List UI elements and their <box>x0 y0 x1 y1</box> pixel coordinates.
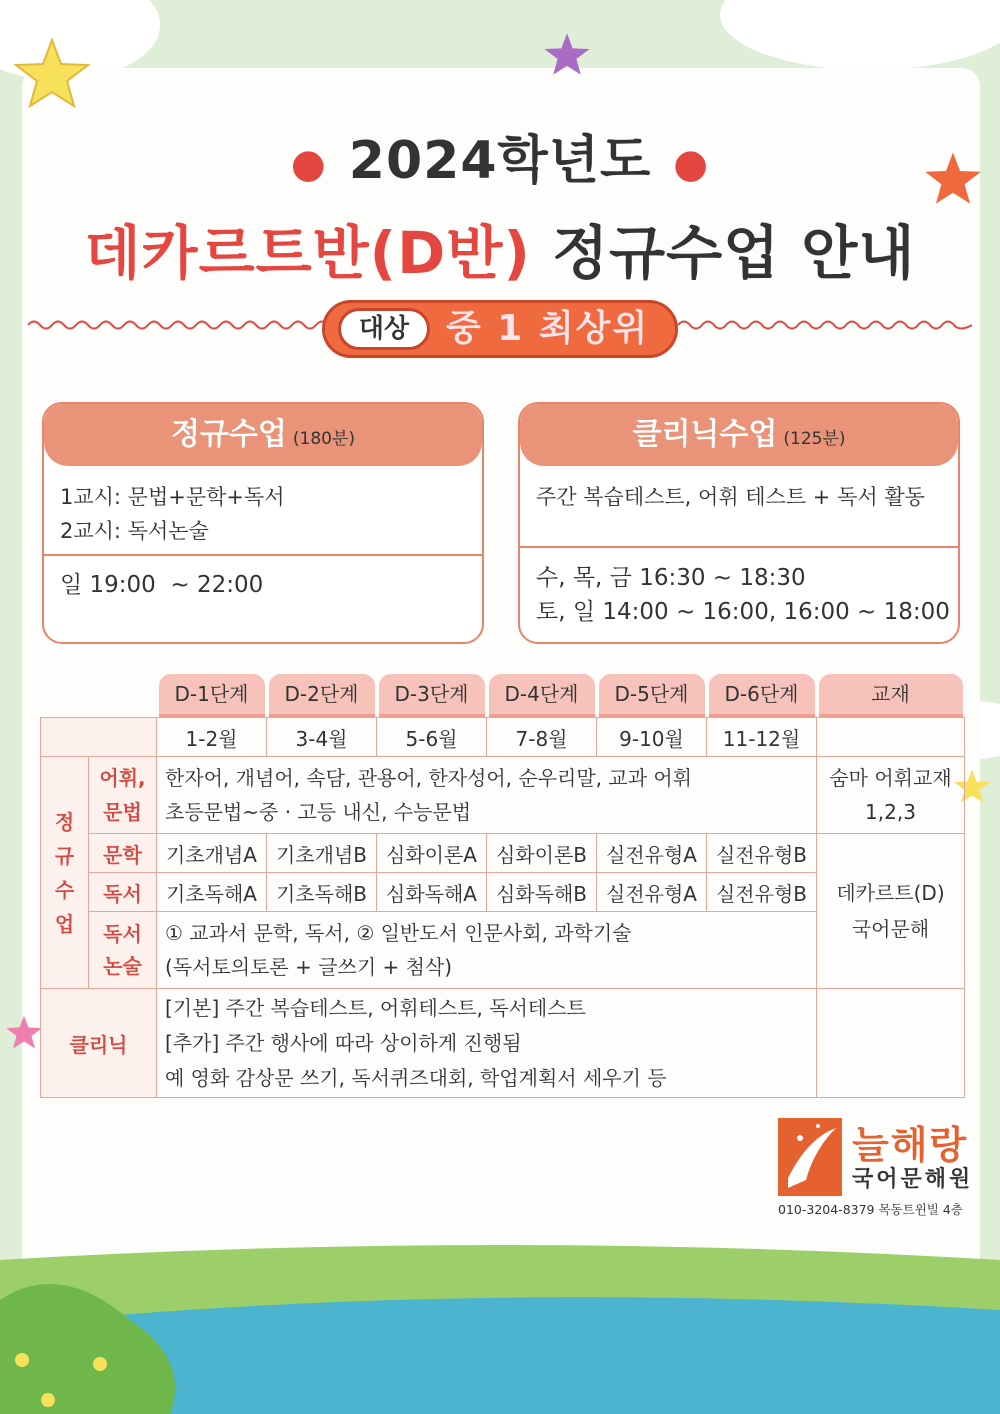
literature-cell: 실전유형A <box>597 834 707 873</box>
month-cell: 3-4월 <box>267 718 377 757</box>
cloud-decoration <box>720 0 1000 70</box>
star-icon <box>4 1012 44 1052</box>
clinic-line-2: [추가] 주간 행사에 따라 상이하게 진행됨 <box>165 1030 522 1055</box>
essay-line-1: ① 교과서 문학, 독서, ② 일반도서 인문사회, 과학기술 <box>165 921 632 945</box>
month-cell: 1-2월 <box>157 718 267 757</box>
clinic-label: 클리닉 <box>41 989 157 1098</box>
textbook-header: 교재 <box>817 674 965 718</box>
month-row <box>41 718 965 757</box>
essay-line-2: (독서토의토론 + 글쓰기 + 첨삭) <box>165 955 453 979</box>
clinic-time-weekday: 수, 목, 금 16:30 ~ 18:30 <box>536 565 806 591</box>
clinic-description: 주간 복습테스트, 어휘 테스트 + 독서 활동 <box>536 485 925 509</box>
shared-textbook: 데카르트(D) 국어문해 <box>817 834 965 989</box>
regular-period-2: 2교시: 독서논술 <box>60 519 209 543</box>
star-icon <box>542 30 592 78</box>
vocab-line-1: 한자어, 개념어, 속담, 관용어, 한자성어, 순우리말, 교과 어휘 <box>165 766 693 790</box>
reading-cell: 실전유형B <box>707 873 817 912</box>
clinic-class-box <box>518 402 960 644</box>
clinic-textbook <box>817 989 965 1098</box>
stage-header: D-5단계 <box>597 674 707 718</box>
stage-header: D-4단계 <box>487 674 597 718</box>
regular-class-box <box>42 402 484 644</box>
regular-group-label: 정 규 수 업 <box>41 757 89 989</box>
star-icon <box>12 38 92 108</box>
literature-cell: 기초개념A <box>157 834 267 873</box>
month-cell: 5-6월 <box>377 718 487 757</box>
regular-period-1: 1교시: 문법+문학+독서 <box>60 485 285 509</box>
target-label: 대상 <box>338 308 430 350</box>
month-cell: 7-8월 <box>487 718 597 757</box>
reading-label: 독서 <box>89 873 157 912</box>
page-title: 데카르트반(D반) 정규수업 안내 <box>84 219 916 287</box>
month-cell: 11-12월 <box>707 718 817 757</box>
literature-cell: 심화이론A <box>377 834 487 873</box>
academy-subtitle: 국어문해원 <box>852 1167 974 1192</box>
target-value: 중 1 최상위 <box>446 308 650 349</box>
vocab-row <box>41 757 965 834</box>
stage-header: D-1단계 <box>157 674 267 718</box>
reading-cell: 심화독해A <box>377 873 487 912</box>
literature-cell: 실전유형B <box>707 834 817 873</box>
divider <box>44 554 482 556</box>
reading-cell: 실전유형A <box>597 873 707 912</box>
regular-class-header: 정규수업 (180분) <box>44 404 482 466</box>
month-cell: 9-10월 <box>597 718 707 757</box>
clinic-class-header: 클리닉수업 (125분) <box>520 404 958 466</box>
reading-cell: 심화독해B <box>487 873 597 912</box>
stage-header: D-6단계 <box>707 674 817 718</box>
stage-header-row <box>41 674 965 718</box>
vocab-textbook: 숨마 어휘교재 1,2,3 <box>817 757 965 834</box>
month-cell <box>817 718 965 757</box>
pond-illustration <box>0 1240 1000 1414</box>
academy-name: 늘해랑 <box>852 1123 969 1167</box>
vocab-line-2: 초등문법~중 · 고등 내신, 수능문법 <box>165 800 472 824</box>
regular-time: 일 19:00 ~ 22:00 <box>60 572 264 598</box>
essay-content <box>157 912 817 989</box>
stage-header: D-2단계 <box>267 674 377 718</box>
corner-cell <box>41 718 157 757</box>
academy-contact: 010-3204-8379 목동트윈빌 4층 <box>778 1202 963 1217</box>
essay-label: 독서 논술 <box>89 912 157 989</box>
schedule-table <box>40 674 965 1098</box>
clinic-row <box>41 989 965 1098</box>
literature-row <box>41 834 965 873</box>
literature-cell: 심화이론B <box>487 834 597 873</box>
clinic-content <box>157 989 817 1098</box>
clinic-line-3: 예 영화 감상문 쓰기, 독서퀴즈대회, 학업계획서 세우기 등 <box>165 1065 667 1090</box>
reading-cell: 기초독해A <box>157 873 267 912</box>
divider <box>520 546 958 548</box>
page-title-year: ● 2024학년도 ● <box>290 131 710 191</box>
vocab-content <box>157 757 817 834</box>
literature-label: 문학 <box>89 834 157 873</box>
academy-logo-icon <box>778 1118 842 1196</box>
stage-header: D-3단계 <box>377 674 487 718</box>
clinic-time-weekend: 토, 일 14:00 ~ 16:00, 16:00 ~ 18:00 <box>536 599 950 625</box>
reading-cell: 기초독해B <box>267 873 377 912</box>
vocab-label: 어휘, 문법 <box>89 757 157 834</box>
clinic-line-1: [기본] 주간 복습테스트, 어휘테스트, 독서테스트 <box>165 995 586 1020</box>
literature-cell: 기초개념B <box>267 834 377 873</box>
